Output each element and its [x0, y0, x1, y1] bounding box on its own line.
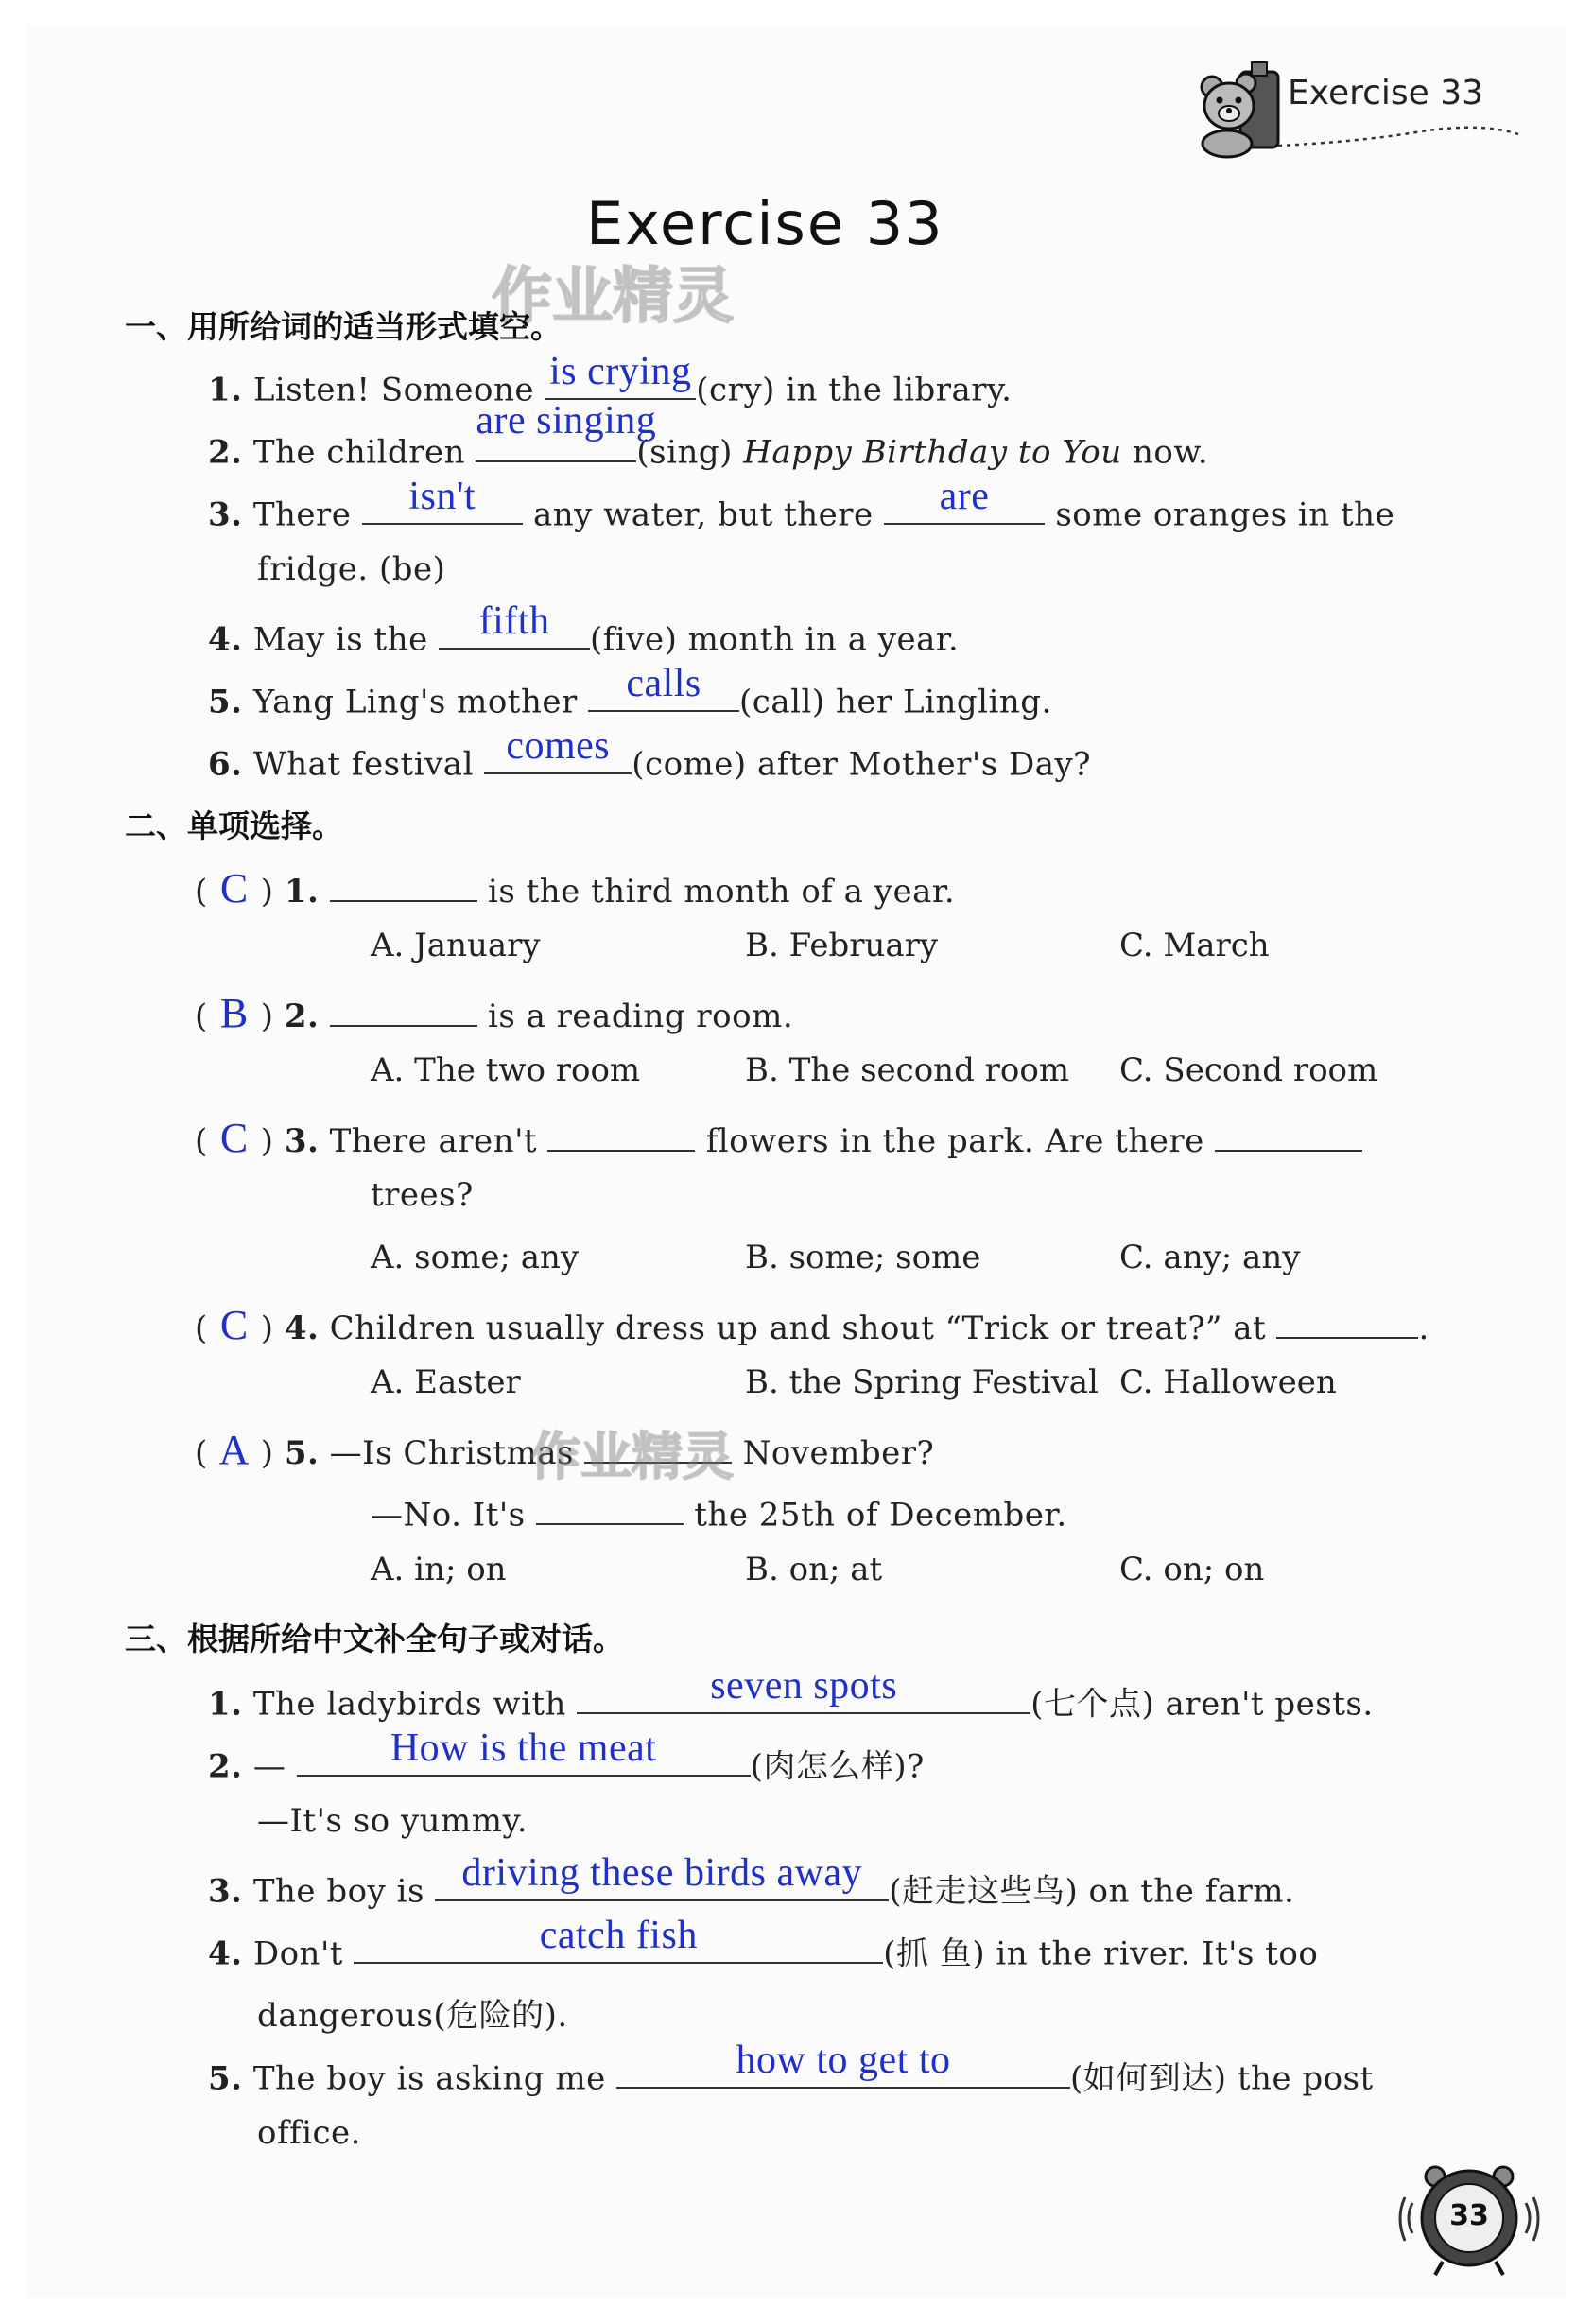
s3-q1-blank[interactable]	[577, 1664, 1030, 1714]
s1-q6: 6. What festival comes (come) after Mother's Day?	[208, 724, 1091, 784]
s2-q5-answer[interactable]: A	[218, 1427, 250, 1473]
s2-q2-option-a[interactable]: A. The two room	[371, 1051, 641, 1089]
s3-q2: 2. — How is the meat (肉怎么样)?	[208, 1726, 925, 1786]
s2-q2-blank[interactable]	[330, 990, 477, 1027]
s1-q2-blank[interactable]	[476, 399, 657, 462]
s2-q1-answer[interactable]: C	[219, 865, 249, 911]
s3-q4-answer: catch fish	[539, 1914, 698, 1958]
s1-q3: 3. There isn't any water, but there are some oranges in the	[208, 475, 1395, 534]
watermark: 作业精灵	[492, 262, 734, 332]
s3-q2-line2: —It's so yummy.	[257, 1802, 528, 1840]
s1-q3-answer1: isn't	[408, 475, 476, 519]
s2-q4: ( C ) 4. Children usually dress up and shout “Trick or treat?” at .	[195, 1302, 1429, 1348]
s2-q3-option-a[interactable]: A. some; any	[371, 1239, 580, 1276]
page-number: 33	[1449, 2199, 1489, 2232]
s1-q5-blank[interactable]	[588, 662, 739, 712]
s2-q5-line2: —No. It's the 25th of December.	[371, 1488, 1067, 1534]
s1-q1-answer: is crying	[549, 350, 692, 394]
s3-q4: 4. Don't catch fish (抓 鱼) in the river. It's too	[208, 1914, 1319, 1973]
s1-q6-answer: comes	[506, 724, 611, 769]
s2-q5-option-b[interactable]: B. on; at	[745, 1551, 883, 1588]
s2-q3-option-c[interactable]: C. any; any	[1119, 1239, 1301, 1276]
s2-q5-option-c[interactable]: C. on; on	[1119, 1551, 1265, 1588]
s3-q1: 1. The ladybirds with seven spots (七个点) aren't pests.	[208, 1664, 1374, 1724]
s2-q1-blank[interactable]	[330, 865, 477, 902]
s1-q5-answer: calls	[626, 662, 701, 706]
s2-q2-option-c[interactable]: C. Second room	[1119, 1051, 1378, 1089]
s1-q5: 5. Yang Ling's mother calls (call) her Lingling.	[208, 662, 1052, 721]
s2-q4-option-a[interactable]: A. Easter	[371, 1363, 521, 1401]
s2-q5-option-a[interactable]: A. in; on	[371, 1551, 507, 1588]
s2-q2-answer[interactable]: B	[219, 990, 249, 1036]
s1-q3-answer2: are	[939, 475, 990, 519]
s3-q3-blank[interactable]	[435, 1851, 889, 1901]
s2-q3-line2: trees?	[371, 1176, 474, 1214]
page-title: Exercise 33	[586, 189, 944, 258]
section2-heading: 二、单项选择。	[125, 807, 343, 844]
watermark-2: 作业精灵	[529, 1427, 734, 1486]
header-dotted-underline	[1276, 119, 1522, 151]
s2-q4-answer[interactable]: C	[219, 1302, 249, 1348]
s1-q3-blank1[interactable]	[362, 475, 523, 525]
s3-q5-blank[interactable]	[616, 2038, 1070, 2089]
s2-q3-blank1[interactable]	[547, 1115, 695, 1152]
s2-q4-blank[interactable]	[1276, 1302, 1418, 1339]
s1-q4-answer: fifth	[478, 599, 550, 644]
s3-q3-answer: driving these birds away	[461, 1851, 863, 1896]
s1-q3-line2: fridge. (be)	[257, 550, 446, 588]
s2-q3-answer[interactable]: C	[219, 1115, 249, 1161]
s2-q3-blank2[interactable]	[1215, 1115, 1362, 1152]
s2-q1-option-c[interactable]: C. March	[1119, 927, 1270, 964]
s3-q3: 3. The boy is driving these birds away (赶走这些鸟) on the farm.	[208, 1851, 1295, 1911]
s1-q1: 1. Listen! Someone is crying (cry) in the library.	[208, 350, 1013, 409]
s1-q4: 4. May is the fifth (five) month in a year.	[208, 599, 960, 659]
s2-q3-option-b[interactable]: B. some; some	[745, 1239, 981, 1276]
s3-q5-line2: office.	[257, 2114, 361, 2152]
s1-q3-blank2[interactable]	[884, 475, 1045, 525]
s3-q5-answer: how to get to	[736, 2038, 951, 2083]
s3-q4-blank[interactable]	[354, 1914, 883, 1964]
s2-q3: ( C ) 3. There aren't flowers in the park. Are there	[195, 1114, 1362, 1162]
s1-q2-answer: are singing	[476, 399, 657, 443]
s2-q2-option-b[interactable]: B. The second room	[745, 1051, 1070, 1089]
s2-q4-option-b[interactable]: B. the Spring Festival	[745, 1363, 1099, 1401]
header-label: Exercise 33	[1288, 74, 1484, 113]
s2-q5: ( A ) 5. —Is Christmas November?	[195, 1427, 935, 1473]
section1-heading: 一、用所给词的适当形式填空。	[125, 308, 562, 345]
s3-q4-line2: dangerous(危险的).	[257, 1997, 568, 2035]
section3-heading: 三、根据所给中文补全句子或对话。	[125, 1621, 624, 1657]
s3-q1-answer: seven spots	[710, 1664, 898, 1708]
s1-q6-blank[interactable]	[484, 724, 632, 774]
s2-q1: ( C ) 1. is the third month of a year.	[195, 865, 956, 911]
s2-q1-option-a[interactable]: A. January	[371, 927, 541, 964]
s3-q5: 5. The boy is asking me how to get to (如何到达) the post	[208, 2038, 1374, 2098]
s1-q1-blank[interactable]	[545, 350, 696, 400]
s1-q2: 2. The children are singing (sing) Happy Birthday to You now.	[208, 399, 1209, 472]
s2-q4-option-c[interactable]: C. Halloween	[1119, 1363, 1337, 1401]
s3-q2-answer: How is the meat	[390, 1726, 657, 1771]
s2-q2: ( B ) 2. is a reading room.	[195, 990, 794, 1036]
s2-q5-blank2[interactable]	[536, 1488, 684, 1525]
s1-q4-blank[interactable]	[439, 599, 590, 650]
s2-q1-option-b[interactable]: B. February	[745, 927, 939, 964]
